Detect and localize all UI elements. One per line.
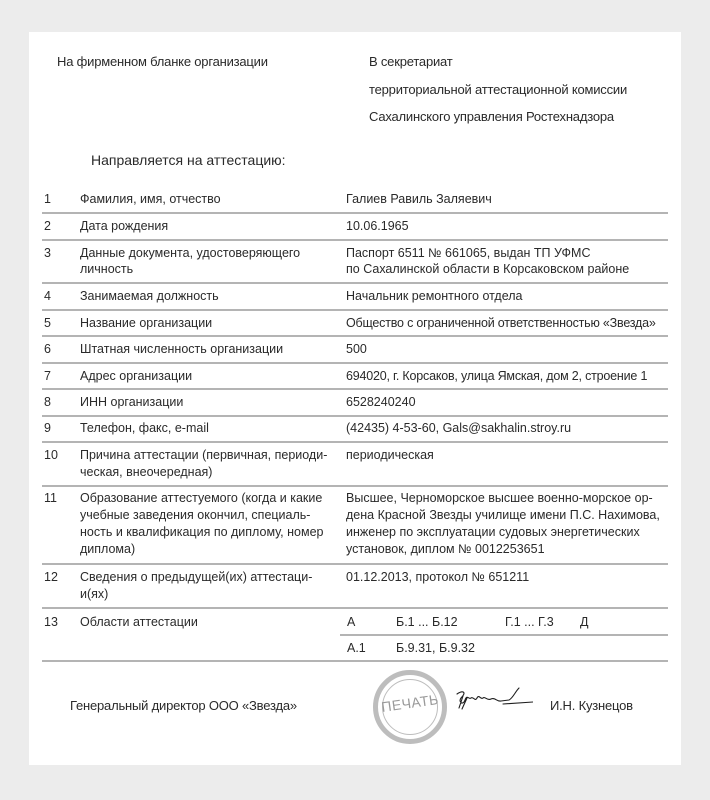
row-value: Паспорт 6511 № 661065, выдан ТП УФМС	[346, 246, 591, 260]
row-label: Телефон, факс, e-mail	[80, 421, 209, 435]
row-value: Высшее, Черноморское высшее военно-морское ор-	[346, 491, 653, 505]
row-divider	[42, 362, 668, 364]
area-g: Г.1 ... Г.3	[505, 615, 554, 629]
row-divider	[42, 239, 668, 241]
signature-icon	[453, 686, 533, 716]
row-divider	[42, 485, 668, 487]
row-label: личность	[80, 262, 134, 276]
row-number: 13	[44, 615, 58, 629]
row-value: (42435) 4-53-60, Gals@sakhalin.stroy.ru	[346, 421, 572, 435]
row-number: 3	[44, 246, 51, 260]
row-label: Сведения о предыдущей(их) аттестаци-	[80, 570, 313, 584]
row-label: и(ях)	[80, 587, 109, 601]
row-number: 12	[44, 570, 58, 584]
letterhead-note: На фирменном бланке организации	[57, 54, 268, 69]
row-divider	[42, 335, 668, 337]
row-number: 9	[44, 421, 51, 435]
row-number: 10	[44, 448, 58, 462]
row-label: Области аттестации	[80, 615, 198, 629]
row-divider	[42, 388, 668, 390]
row-label: учебные заведения окончил, специаль-	[80, 508, 311, 522]
row-number: 4	[44, 289, 51, 303]
stamp-seal-icon	[373, 670, 447, 744]
row-label: Дата рождения	[80, 219, 169, 233]
row-value: периодическая	[346, 448, 434, 462]
recipient-line-2: территориальной аттестационной комиссии	[369, 82, 628, 97]
recipient-line-3: Сахалинского управления Ростехнадзора	[369, 109, 614, 124]
row-number: 5	[44, 316, 51, 330]
row-value: дена Красной Звезды училище имени П.С. Нахимова,	[346, 508, 660, 522]
row-value: Галиев Равиль Заляевич	[346, 192, 492, 206]
row-divider	[42, 563, 668, 565]
recipient-line-1: В секретариат	[369, 54, 453, 69]
form-title: Направляется на аттестацию:	[91, 152, 286, 168]
signatory-name: И.Н. Кузнецов	[550, 698, 633, 713]
row-label: Фамилия, имя, отчество	[80, 192, 221, 206]
row-value: инженер по эксплуатации судовых энергетических	[346, 525, 640, 539]
row-value: 694020, г. Корсаков, улица Ямская, дом 2, строение 1	[346, 369, 648, 383]
row-label: Данные документа, удостоверяющего	[80, 246, 301, 260]
row-label: ИНН организации	[80, 395, 184, 409]
row-label: ческая, внеочередная)	[80, 465, 213, 479]
area-b: Б.1 ... Б.12	[396, 615, 458, 629]
row-label: ность и квалификация по диплому, номер	[80, 525, 324, 539]
attestation-form-page	[29, 32, 681, 765]
row-value: установок, диплом № 0012253651	[346, 542, 545, 556]
area-a: А	[347, 615, 356, 629]
row-divider	[42, 415, 668, 417]
row-label: Адрес организации	[80, 369, 193, 383]
row-number: 8	[44, 395, 51, 409]
row-divider	[42, 441, 668, 443]
row-value: 01.12.2013, протокол № 651211	[346, 570, 530, 584]
row-number: 2	[44, 219, 51, 233]
row-value: 500	[346, 342, 367, 356]
row-number: 7	[44, 369, 51, 383]
row-value: 6528240240	[346, 395, 416, 409]
row-label: диплома)	[80, 542, 136, 556]
area-b9: Б.9.31, Б.9.32	[396, 641, 475, 655]
row-value: Начальник ремонтного отдела	[346, 289, 523, 303]
row-divider	[42, 212, 668, 214]
row-number: 1	[44, 192, 51, 206]
row-number: 6	[44, 342, 51, 356]
row-divider	[42, 282, 668, 284]
signatory-position: Генеральный директор ООО «Звезда»	[70, 698, 297, 713]
row-label: Образование аттестуемого (когда и какие	[80, 491, 323, 505]
area-d: Д	[580, 615, 589, 629]
row-subdivider	[340, 634, 668, 636]
row-value: Общество с ограниченной ответственностью «Звезда»	[346, 316, 656, 330]
row-divider	[42, 309, 668, 311]
row-label: Занимаемая должность	[80, 289, 219, 303]
stamp-label: ПЕЧАТЬ	[380, 691, 440, 715]
row-label: Штатная численность организации	[80, 342, 284, 356]
row-divider	[42, 607, 668, 609]
row-value: по Сахалинской области в Корсаковском районе	[346, 262, 630, 276]
row-divider	[42, 660, 668, 662]
row-label: Название организации	[80, 316, 213, 330]
row-label: Причина аттестации (первичная, периоди-	[80, 448, 328, 462]
row-number: 11	[44, 491, 57, 505]
row-value: 10.06.1965	[346, 219, 409, 233]
area-a1: А.1	[347, 641, 366, 655]
